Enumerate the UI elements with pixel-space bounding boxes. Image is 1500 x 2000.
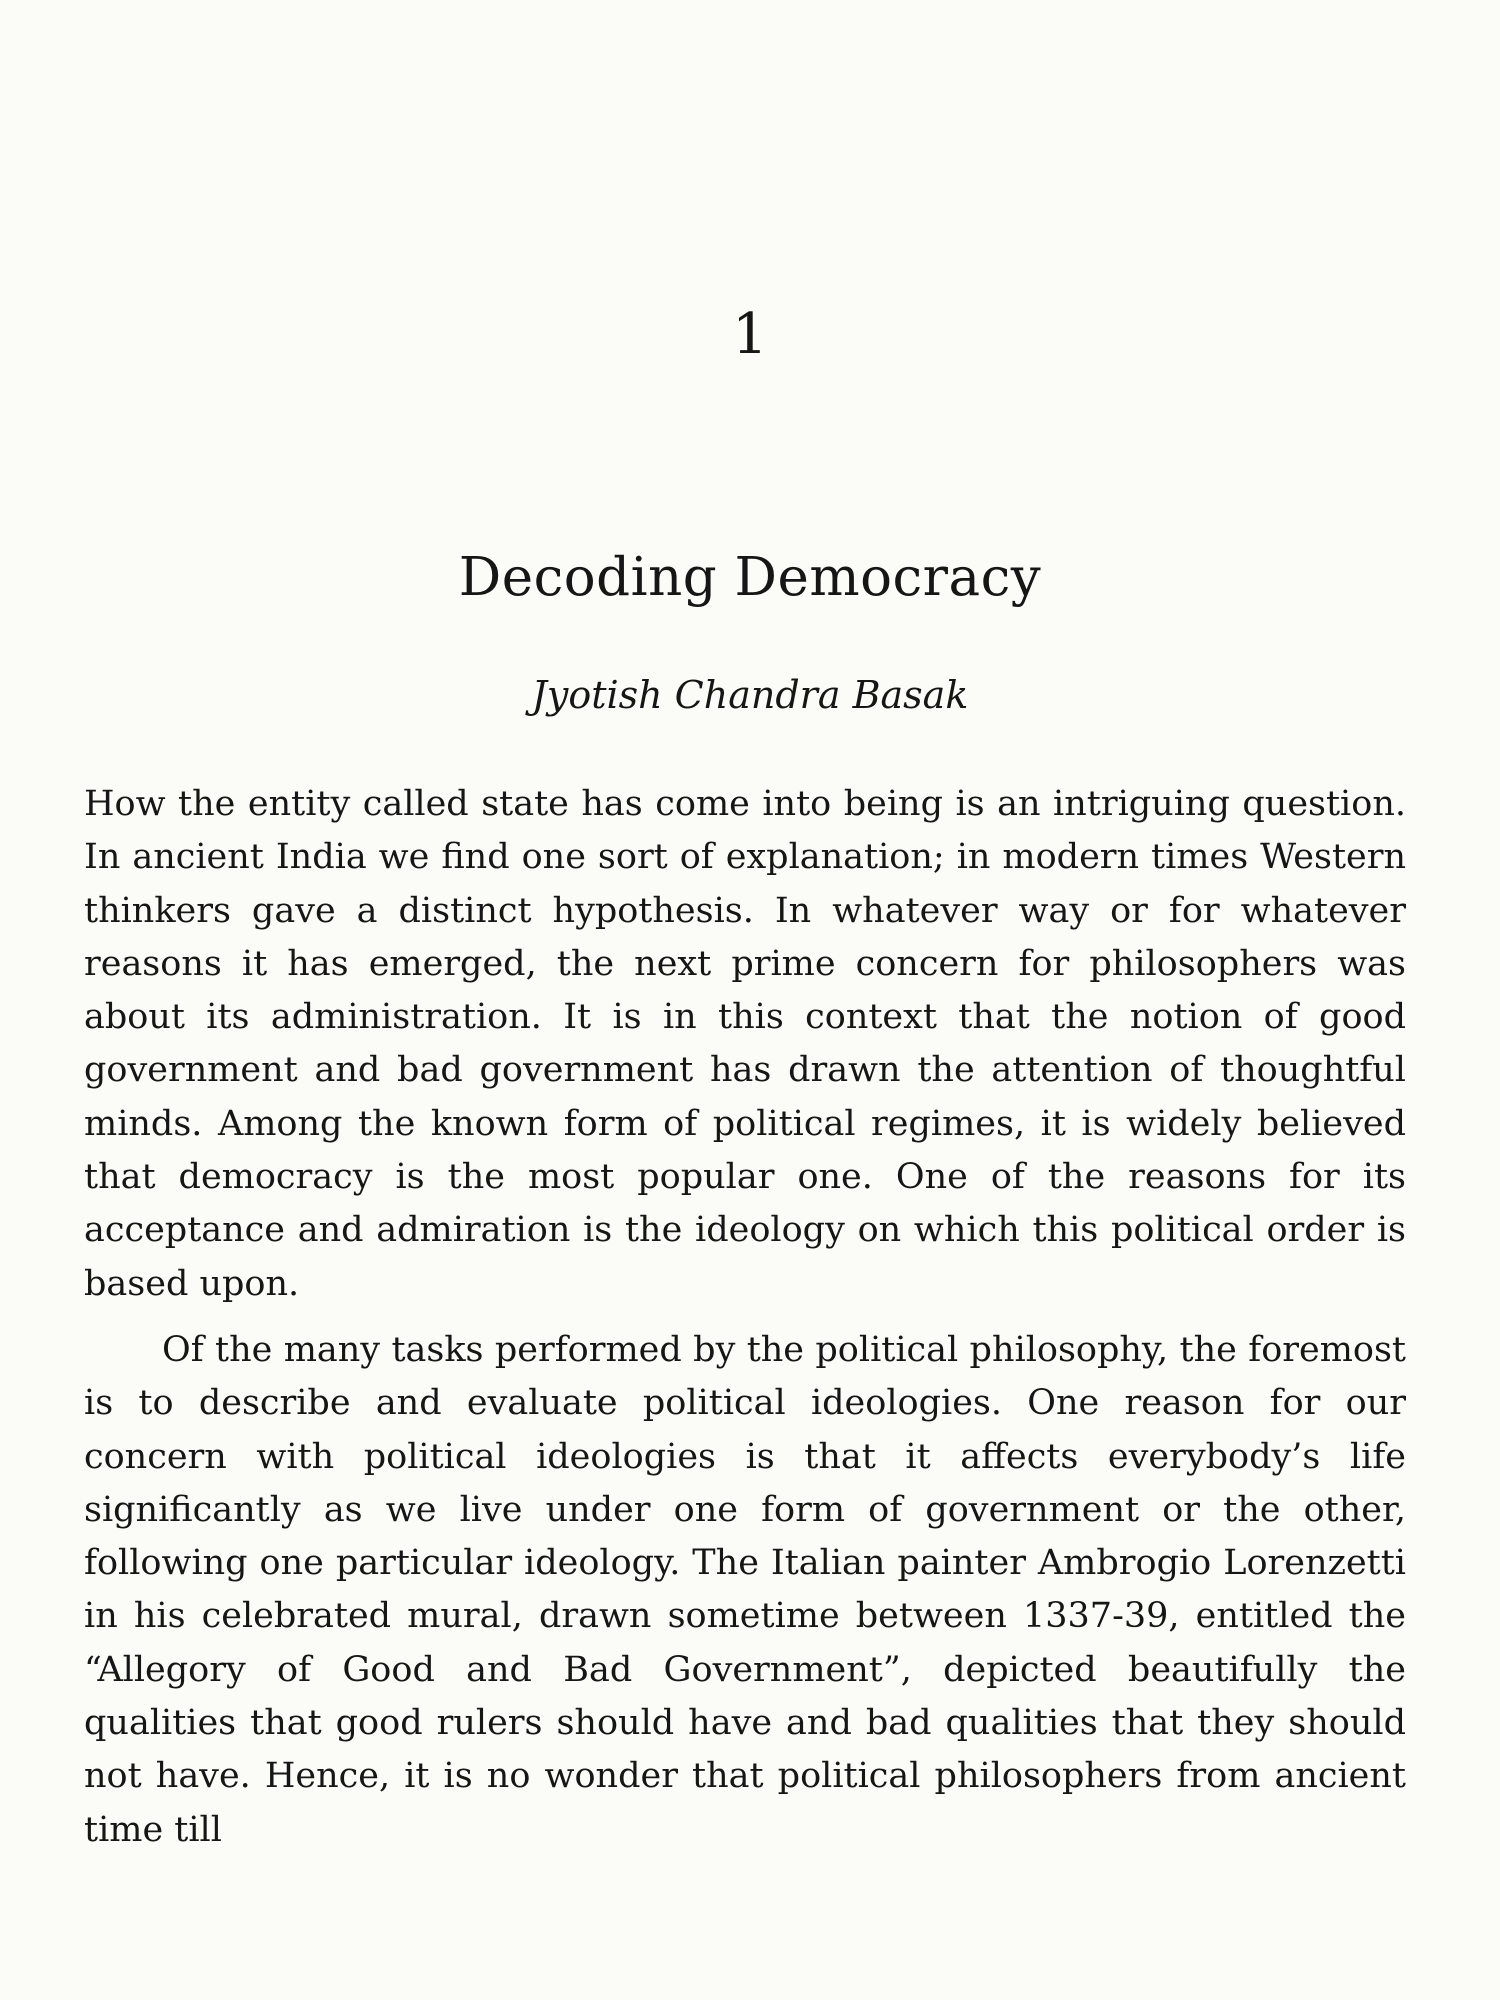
paragraph-2: Of the many tasks performed by the political philosophy, the foremost is to describe and evaluate political ideologies. One reason for our concern with political ideologies is that it affects everybody’s life significantly as we live under one form of government or the other, following one particular ideology. The Italian painter Ambrogio Lorenzetti in his celebrated mural, drawn sometime between 1337-39, entitled the “Allegory of Good and Bad Government”, depicted beautifully the qualities that good rulers should have and bad qualities that they should not have. Hence, it is no wonder that political philosophers from ancient time till [84, 1329, 1406, 1850]
chapter-title: Decoding Democracy [458, 547, 1042, 608]
chapter-number: 1 [732, 302, 768, 367]
paragraph-1: How the entity called state has come into being is an intriguing question. In ancient India we find one sort of explanation; in modern times Western thinkers gave a distinct hypothesis. In whatever way or for whatever reasons it has emerged, the next prime concern for philosophers was about its administration. It is in this context that the notion of good government and bad government has drawn the attention of thoughtful minds. Among the known form of political regimes, it is widely believed that democracy is the most popular one. One of the reasons for its acceptance and admiration is the ideology on which this political order is based upon. [84, 784, 1406, 1304]
chapter-author: Jyotish Chandra Basak [531, 673, 969, 717]
body-text [84, 778, 1406, 1857]
